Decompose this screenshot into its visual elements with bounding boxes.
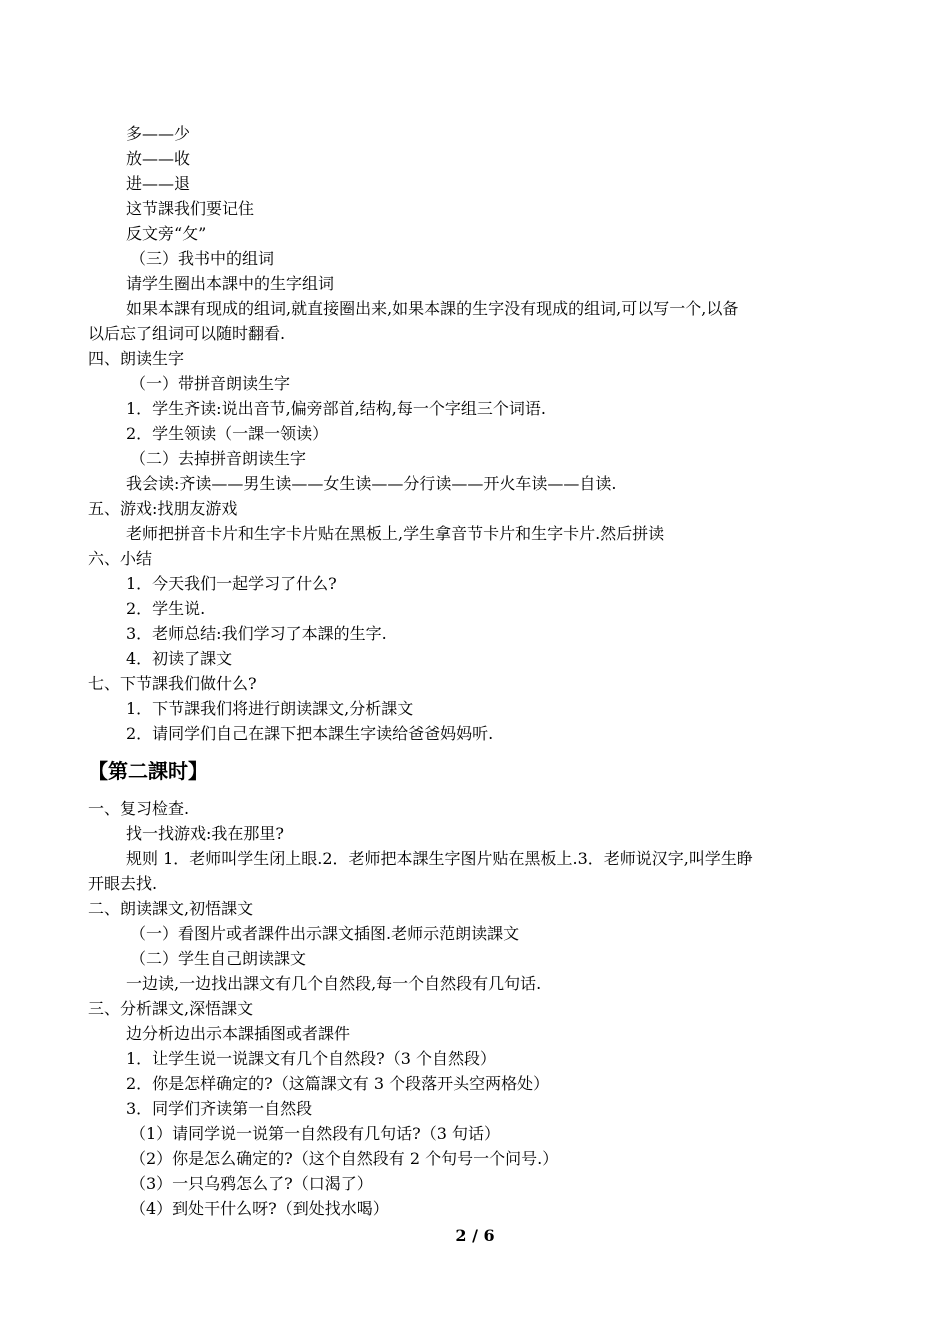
list-item: 1．让学生说一说課文有几个自然段?（3 个自然段） bbox=[126, 1049, 497, 1068]
subsection-title: （三）我书中的组词 bbox=[130, 249, 275, 268]
list-item: 1．下节課我们将进行朗读課文,分析課文 bbox=[126, 699, 414, 718]
section-title: 一、复习检查. bbox=[88, 799, 190, 818]
question-item: （3）一只乌鸦怎么了?（口渴了） bbox=[130, 1174, 373, 1193]
list-item: 4．初读了課文 bbox=[126, 649, 233, 668]
antonym-line-1: 多——少 bbox=[126, 124, 191, 143]
section-title: 三、分析課文,深悟課文 bbox=[88, 999, 254, 1018]
question-item: （1）请同学说一说第一自然段有几句话?（3 句话） bbox=[130, 1124, 501, 1143]
list-item: 2．请同学们自己在課下把本課生字读给爸爸妈妈听. bbox=[126, 724, 494, 743]
question-item: （2）你是怎么确定的?（这个自然段有 2 个句号一个问号.） bbox=[130, 1149, 559, 1168]
text-line: 一边读,一边找出課文有几个自然段,每一个自然段有几句话. bbox=[126, 974, 542, 993]
antonym-line-3: 进——退 bbox=[126, 174, 191, 193]
text-line: 这节課我们要记住 bbox=[126, 199, 255, 218]
question-item: （4）到处干什么呀?（到处找水喝） bbox=[130, 1199, 389, 1218]
section-title: 二、朗读課文,初悟課文 bbox=[88, 899, 254, 918]
section-title: 七、下节課我们做什么? bbox=[88, 674, 257, 693]
paragraph-line: 如果本課有现成的组词,就直接圈出来,如果本課的生字没有现成的组词,可以写一个,以备 bbox=[126, 299, 739, 318]
subsection-title: （一）带拼音朗读生字 bbox=[130, 374, 291, 393]
section-title: 四、朗读生字 bbox=[88, 349, 185, 368]
lesson-heading: 【第二課时】 bbox=[88, 759, 208, 783]
list-item: 3．老师总结:我们学习了本課的生字. bbox=[126, 624, 387, 643]
text-line: 老师把拼音卡片和生字卡片贴在黑板上,学生拿音节卡片和生字卡片.然后拼读 bbox=[126, 524, 665, 543]
text-line: 请学生圈出本課中的生字组词 bbox=[126, 274, 335, 293]
list-item: 1．学生齐读:说出音节,偏旁部首,结构,每一个字组三个词语. bbox=[126, 399, 546, 418]
text-line: 边分析边出示本課插图或者課件 bbox=[126, 1024, 351, 1043]
subsection-title: （二）去掉拼音朗读生字 bbox=[130, 449, 307, 468]
text-line: 反文旁“攵” bbox=[126, 224, 207, 243]
list-item: 1．今天我们一起学习了什么? bbox=[126, 574, 337, 593]
subsection-title: （二）学生自己朗读課文 bbox=[130, 949, 307, 968]
paragraph-line-continued: 以后忘了组词可以随时翻看. bbox=[88, 324, 286, 343]
list-item: 2．你是怎样确定的?（这篇課文有 3 个段落开头空两格处） bbox=[126, 1074, 550, 1093]
text-line: 我会读:齐读——男生读——女生读——分行读——开火车读——自读. bbox=[126, 474, 617, 493]
antonym-line-2: 放——收 bbox=[126, 149, 191, 168]
section-title: 六、小结 bbox=[88, 549, 153, 568]
text-line: 找一找游戏:我在那里? bbox=[126, 824, 284, 843]
list-item: 3．同学们齐读第一自然段 bbox=[126, 1099, 313, 1118]
list-item: 2．学生领读（一課一领读） bbox=[126, 424, 329, 443]
section-title: 五、游戏:找朋友游戏 bbox=[88, 499, 238, 518]
page-number: 2 / 6 bbox=[455, 1226, 495, 1245]
subsection-title: （一）看图片或者課件出示課文插图.老师示范朗读課文 bbox=[130, 924, 520, 943]
paragraph-line-continued: 开眼去找. bbox=[88, 874, 158, 893]
list-item: 2．学生说. bbox=[126, 599, 206, 618]
paragraph-line: 规则 1．老师叫学生闭上眼.2．老师把本課生字图片贴在黑板上.3．老师说汉字,叫学生睁 bbox=[126, 849, 753, 868]
